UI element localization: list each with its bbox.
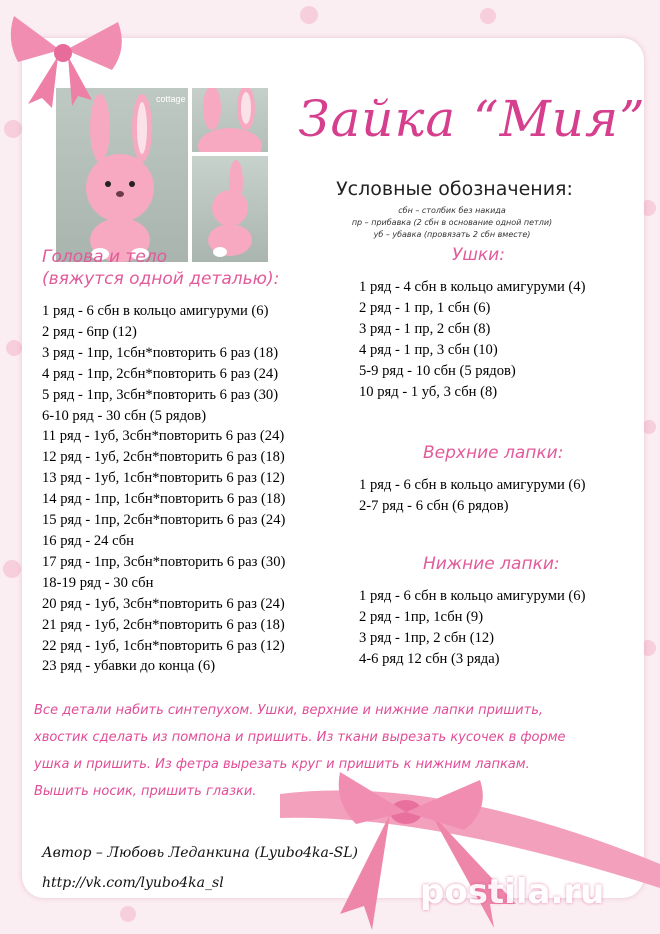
list-item: 21 ряд - 1уб, 2сбн*повторить 6 раз (18) — [42, 616, 285, 633]
lower-paws-rows — [359, 586, 585, 670]
list-item: 1 ряд - 6 сбн в кольцо амигуруми (6) — [359, 588, 586, 604]
list-item: 11 ряд - 1уб, 3сбн*повторить 6 раз (24) — [42, 428, 285, 445]
list-item: 13 ряд - 1уб, 1сбн*повторить 6 раз (12) — [42, 470, 285, 487]
ears-rows — [359, 277, 585, 402]
rose-decoration — [4, 120, 22, 138]
list-item: 17 ряд - 1пр, 3сбн*повторить 6 раз (30) — [42, 553, 286, 570]
bunny-side-illustration — [192, 156, 268, 262]
list-item: 1 ряд - 4 сбн в кольцо амигуруми (4) — [359, 279, 586, 295]
watermark: postila.ru — [420, 872, 605, 912]
bunny-photo-side — [192, 156, 268, 262]
list-item: 3 ряд - 1 пр, 2 сбн (8) — [359, 320, 491, 337]
upper-paws-title: Верхние лапки: — [423, 443, 564, 463]
list-item: 10 ряд - 1 уб, 3 сбн (8) — [359, 383, 498, 400]
list-item: 4 ряд - 1 пр, 3 сбн (10) — [359, 341, 498, 358]
rose-decoration — [642, 420, 656, 434]
instruction-line: хвостик сделать из помпона и пришить. Из ткани вырезать кусочек в форме — [34, 730, 566, 745]
list-item: 22 ряд - 1уб, 1сбн*повторить 6 раз (12) — [42, 637, 285, 654]
list-item: 5-9 ряд - 10 сбн (5 рядов) — [359, 362, 516, 379]
list-item: 18-19 ряд - 30 сбн — [42, 574, 154, 591]
list-item: 4-6 ряд 12 сбн (3 ряда) — [359, 650, 500, 667]
legend-line: сбн – столбик без накида — [398, 206, 506, 215]
list-item: 2 ряд - 1пр, 1сбн (9) — [359, 608, 484, 625]
instruction-line: ушка и пришить. Из фетра вырезать круг и пришить к нижним лапкам. — [34, 757, 530, 772]
rose-decoration — [300, 6, 318, 24]
bunny-photo-main — [56, 88, 188, 262]
rose-decoration — [480, 8, 496, 24]
pattern-title: Зайка “Мия” — [298, 90, 646, 148]
ears-title: Ушки: — [452, 245, 505, 265]
photo-brand-mark: cottage — [156, 94, 186, 104]
list-item: 2-7 ряд - 6 сбн (6 рядов) — [359, 497, 509, 514]
author-link[interactable]: http://vk.com/lyubo4ka_sl — [42, 875, 224, 891]
rose-decoration — [120, 906, 136, 922]
ribbon-bow-top-left — [0, 0, 140, 110]
list-item: 2 ряд - 6пр (12) — [42, 323, 137, 340]
head-body-subtitle: (вяжутся одной деталью): — [42, 269, 280, 289]
list-item: 6-10 ряд - 30 сбн (5 рядов) — [42, 407, 207, 424]
rose-decoration — [3, 560, 21, 578]
list-item: 14 ряд - 1пр, 1сбн*повторить 6 раз (18) — [42, 491, 286, 508]
lower-paws-title: Нижние лапки: — [423, 554, 560, 574]
list-item: 16 ряд - 24 сбн — [42, 532, 134, 549]
list-item: 4 ряд - 1пр, 2сбн*повторить 6 раз (24) — [42, 365, 279, 382]
instruction-line: Все детали набить синтепухом. Ушки, верхние и нижние лапки пришить, — [34, 703, 543, 718]
legend-heading: Условные обозначения: — [336, 178, 573, 200]
list-item: 3 ряд - 1пр, 1сбн*повторить 6 раз (18) — [42, 344, 279, 361]
bunny-illustration — [56, 88, 188, 262]
list-item: 23 ряд - убавки до конца (6) — [42, 658, 216, 675]
list-item: 15 ряд - 1пр, 2сбн*повторить 6 раз (24) — [42, 512, 286, 529]
legend-line: пр – прибавка (2 сбн в основание одной петли) — [351, 218, 553, 227]
list-item: 5 ряд - 1пр, 3сбн*повторить 6 раз (30) — [42, 386, 279, 403]
rose-decoration — [6, 340, 22, 356]
head-body-rows — [42, 301, 285, 677]
list-item: 1 ряд - 6 сбн в кольцо амигуруми (6) — [42, 303, 269, 319]
bunny-ears-illustration — [192, 88, 268, 152]
list-item: 12 ряд - 1уб, 2сбн*повторить 6 раз (18) — [42, 449, 285, 466]
list-item: 2 ряд - 1 пр, 1 сбн (6) — [359, 299, 491, 316]
list-item: 3 ряд - 1пр, 2 сбн (12) — [359, 629, 495, 646]
author-credit: Автор – Любовь Леданкина (Lyubo4ka-SL) — [42, 845, 358, 861]
list-item: 1 ряд - 6 сбн в кольцо амигуруми (6) — [359, 477, 586, 493]
instruction-line: Вышить носик, пришить глазки. — [34, 784, 257, 799]
list-item: 20 ряд - 1уб, 3сбн*повторить 6 раз (24) — [42, 595, 285, 612]
head-body-title: Голова и тело — [42, 247, 168, 267]
bunny-photo-ears — [192, 88, 268, 152]
legend-line: уб – убавка (провязать 2 сбн вместе) — [373, 230, 531, 239]
upper-paws-rows — [359, 475, 585, 517]
